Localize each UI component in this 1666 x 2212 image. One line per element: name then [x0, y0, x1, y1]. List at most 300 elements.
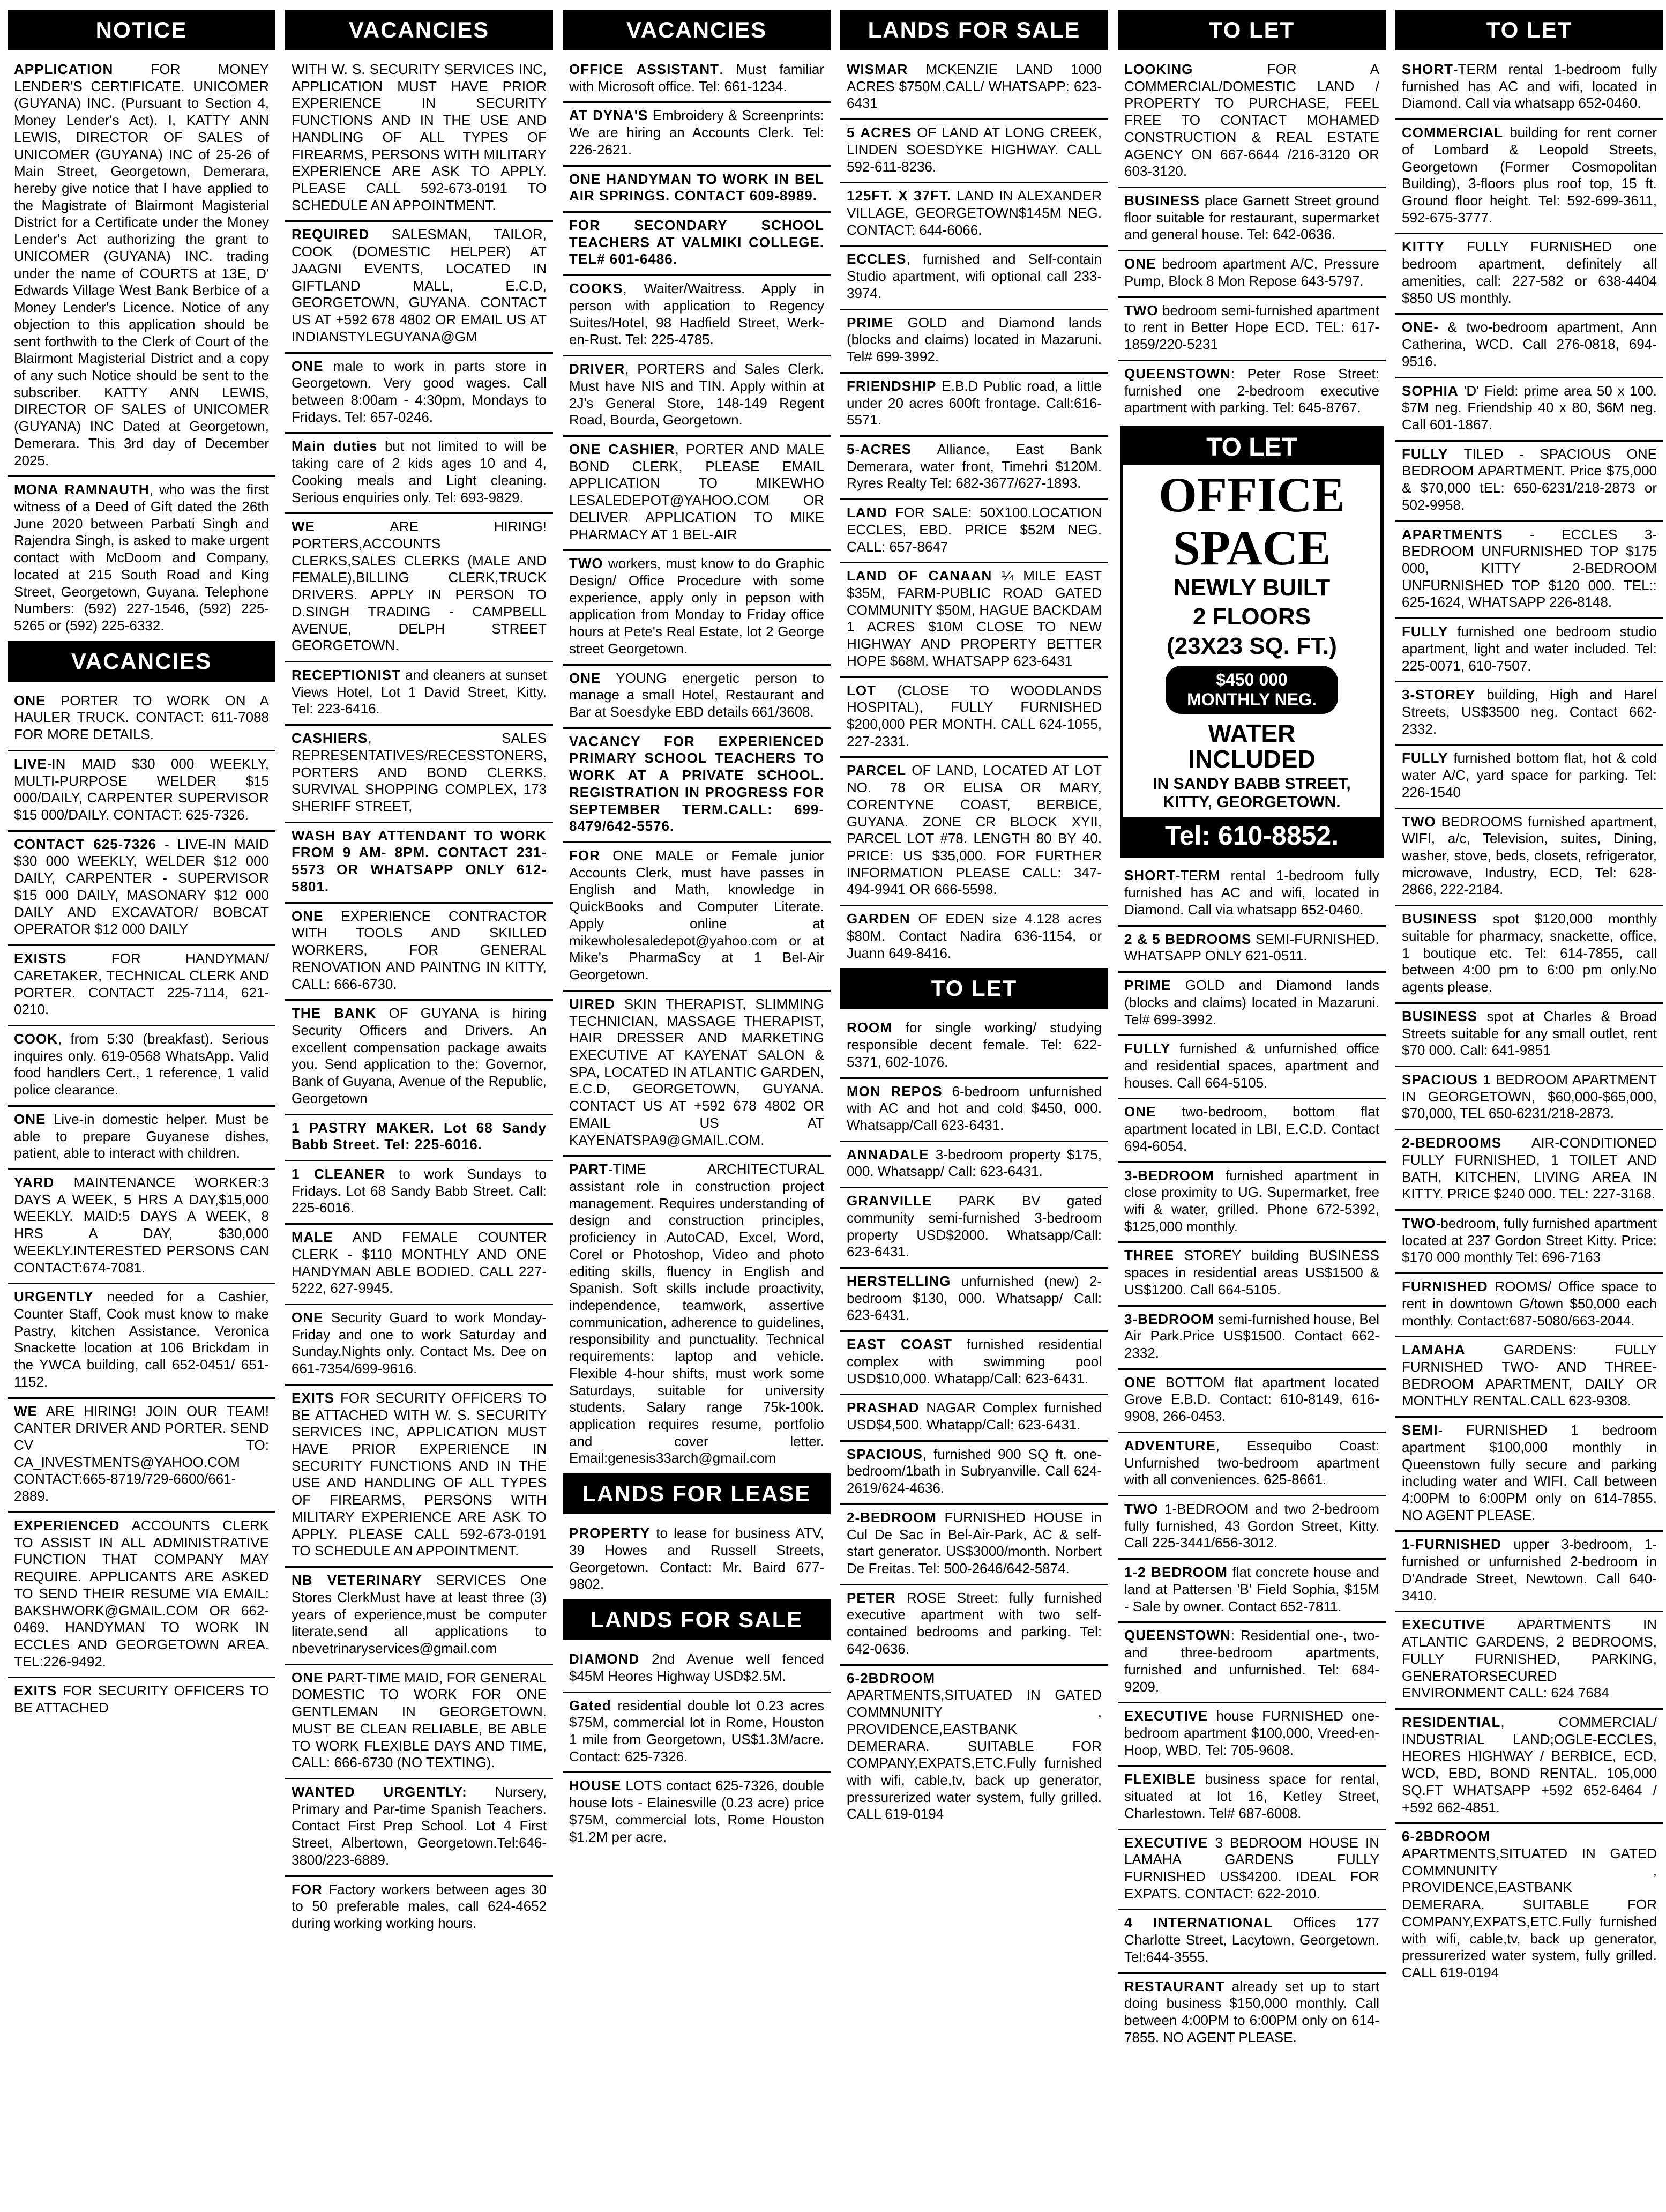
- ad-body: ACCOUNTS CLERK TO ASSIST IN ALL ADMINISTRATIVE FUNCTION THAT COMPANY MAY REQUIRE. APPLICANTS ARE ASKED TO SEND THEIR RESUME VIA EMAIL: BAKSHWORK@GMAIL.COM OR 662-0469. HANDYMAN TO WORK IN ECCLES AND GEORGETOWN AREA. TEL:226-9492.: [14, 1517, 269, 1670]
- ad-lead: REQUIRED: [292, 226, 370, 243]
- ad-body: already set up to start doing business $150,000 monthly. Call between 4:00PM to 6:00PM only on 614-7855. NO AGENT PLEASE.: [1124, 1978, 1379, 2045]
- display-ad-line: (23X23 SQ. FT.): [1167, 632, 1337, 659]
- ad-body: -TERM rental 1-bedroom fully furnished has AC and wifi, located in Diamond. Call via whatsapp 652-0460.: [1124, 867, 1379, 918]
- classified-ad: [563, 666, 831, 729]
- ad-lead: PRASHAD: [847, 1399, 920, 1416]
- ad-body: - & two-bedroom apartment, Ann Catherina, WCD. Call 276-0818, 694-9516.: [1402, 319, 1657, 369]
- ad-lead: BUSINESS: [1402, 1008, 1477, 1024]
- ad-body: spot at Charles & Broad Streets suitable for any small outlet, rent $70 000. Call: 641-9851: [1402, 1008, 1657, 1059]
- classified-ad: [285, 1305, 553, 1386]
- ad-body: spot $120,000 monthly suitable for pharmacy, snackette, office, 1 boutique etc. Tel: 614-7855, call between 4:00 pm to 6:00 pm only.No agents please.: [1402, 911, 1657, 995]
- ad-body: building for rent corner of Lombard & Leopold Streets, Georgetown (Former Cosmopolitan Building), 3-floors plus roof top, 15 ft. Ground floor height. Tel: 592-699-3611, 592-675-3777.: [1402, 124, 1657, 226]
- section-header-vacancies: VACANCIES: [285, 10, 553, 50]
- classified-ad: [1395, 1710, 1663, 1824]
- column-5: [1118, 10, 1386, 2202]
- ad-lead: 6-2BDROOM: [847, 1670, 936, 1686]
- ad-body: place Garnett Street ground floor suitable for restaurant, supermarket and general house. Tel: 642-0636.: [1124, 192, 1379, 243]
- ad-body: STOREY building BUSINESS spaces in residential areas US$1500 & US$1200. Call 664-5105.: [1124, 1247, 1379, 1298]
- ad-lead: 2 & 5 BEDROOMS: [1124, 930, 1252, 947]
- classified-ad: [1118, 1433, 1386, 1496]
- classified-ad: [1118, 863, 1386, 926]
- classified-ad: [1118, 973, 1386, 1036]
- classified-ad: [563, 992, 831, 1157]
- classified-ad: [563, 276, 831, 356]
- ad-lead: ANNADALE: [847, 1146, 929, 1163]
- classified-ad: [563, 213, 831, 276]
- classified-ad: [1118, 1243, 1386, 1306]
- ad-lead: ONE: [292, 1309, 324, 1325]
- classified-ad: [1118, 1496, 1386, 1560]
- section-header-notice: NOTICE: [8, 10, 275, 50]
- to-let-list: [840, 1015, 1108, 1829]
- ad-body: SKIN THERAPIST, SLIMMING TECHNICIAN, MASSAGE THERAPIST, HAIR DRESSER AND MARKETING EXECUTIVE AT KAYENAT SALON & SPA, LOCATED IN ATLANTIC GARDEN, E.C.D, GEORGETOWN, GUYANA. CONTACT US AT +592 678 4802 OR EMAIL US AT KAYENATSPA9@GMAIL.COM.: [569, 995, 824, 1148]
- ad-lead: 2-BEDROOMS: [1402, 1135, 1502, 1151]
- ad-body: , COMMERCIAL/ INDUSTRIAL LAND;OGLE-ECCLES, HEORES HIGHWAY / BERBICE, ECD, WCD, EBD, BOND RENTAL. 105,000 SQ.FT WHATSAPP +592 652-6464 / +592 662-4851.: [1402, 1714, 1657, 1815]
- ad-body: MCKENZIE LAND 1000 ACRES $750M.CALL/ WHATSAPP: 623-6431: [847, 61, 1102, 111]
- ad-body: upper 3-bedroom, 1-furnished or unfurnished 2-bedroom in D'Andrade Street, Newtown. Call 640-3410.: [1402, 1536, 1657, 1604]
- classified-ad: [1395, 1130, 1663, 1211]
- classified-ad: [1395, 906, 1663, 1004]
- ad-lead: EXITS: [292, 1389, 335, 1406]
- ad-lead: ADVENTURE: [1124, 1437, 1216, 1454]
- ad-lead: ONE HANDYMAN TO WORK IN BEL AIR SPRINGS. CONTACT 609-8989.: [569, 170, 824, 204]
- classified-ad: [840, 1442, 1108, 1505]
- ad-lead: FOR: [292, 1881, 323, 1897]
- ad-body: : Peter Rose Street: furnished one 2-bedroom executive apartment with parking. Tel: 645-8767.: [1124, 365, 1379, 416]
- ad-lead: 1-FURNISHED: [1402, 1536, 1501, 1553]
- section-header-to-let: TO LET: [1395, 10, 1663, 50]
- ad-lead: MON REPOS: [847, 1083, 943, 1099]
- ad-lead: 1-2 BEDROOM: [1124, 1564, 1228, 1581]
- ad-lead: ONE: [1124, 1104, 1156, 1120]
- classified-ad: [285, 1225, 553, 1305]
- ad-lead: PRIME: [1124, 977, 1171, 994]
- section-header-vacancies: VACANCIES: [563, 10, 831, 50]
- ad-body: , furnished and Self-contain Studio apartment, wifi optional call 233-3974.: [847, 251, 1102, 301]
- ad-body: Nursery, Primary and Par-time Spanish Teachers. Contact First Prep School. Lot 4 First Street, Albertown, Georgetown.Tel:646-3800/223-6889.: [292, 1783, 547, 1868]
- ad-lead: ONE: [1402, 319, 1434, 336]
- ad-body: - ECCLES 3-BEDROOM UNFURNISHED TOP $175 000, KITTY 2-BEDROOM UNFURNISHED TOP $120 000. TEL:: 625-1624, WHATSAPP 226-8148.: [1402, 526, 1657, 610]
- ad-body: SEMI-FURNISHED. WHATSAPP ONLY 621-0511.: [1124, 930, 1379, 964]
- classified-ad: [1395, 1211, 1663, 1274]
- classified-ad: [1118, 298, 1386, 361]
- ad-lead: PART: [569, 1161, 608, 1178]
- classified-ad: [840, 1079, 1108, 1142]
- classified-ad: [840, 1015, 1108, 1078]
- section-header-to-let: TO LET: [1118, 10, 1386, 50]
- column-2: [285, 10, 553, 2202]
- display-ad-price: [1166, 666, 1338, 714]
- classified-ad: [840, 437, 1108, 500]
- display-ad-line: INCLUDED: [1188, 745, 1316, 773]
- classified-ad: [8, 1678, 275, 1723]
- ad-body: furnished & unfurnished office and residential spaces, apartment and houses. Call 664-5105.: [1124, 1040, 1379, 1091]
- ad-body: ROOMS/ Office space to rent in downtown G/town $50,000 each monthly. Contact:687-5080/663-2044.: [1402, 1278, 1657, 1329]
- classified-ad: [840, 1142, 1108, 1188]
- ad-lead: ONE: [569, 669, 601, 686]
- ad-body: ARE HIRING! JOIN OUR TEAM! CANTER DRIVER AND PORTER. SEND CV TO: CA_INVESTMENTS@YAHOO.COM CONTACT:665-8719/729-6600/661-2889.: [14, 1403, 269, 1505]
- ad-lead: QUEENSTOWN: [1124, 365, 1231, 382]
- ad-body: but not limited to will be taking care of 2 kids ages 10 and 4, Cooking meals and Light cleaning. Serious enquiries only. Tel: 693-9829.: [292, 438, 547, 505]
- classified-ad: [840, 1332, 1108, 1395]
- ad-lead: COOK: [14, 1030, 58, 1047]
- ad-body: FOR SALE: 50X100.LOCATION ECCLES, EBD. PRICE $52M NEG. CALL: 657-8647: [847, 504, 1102, 555]
- to-let-list: [1395, 57, 1663, 1988]
- classified-ad: [840, 678, 1108, 758]
- ad-body: BOTTOM flat apartment located Grove E.B.D. Contact: 610-8149, 616-9908, 266-0453.: [1124, 1374, 1379, 1425]
- classified-ad: [563, 1647, 831, 1693]
- classified-ad: [8, 751, 275, 832]
- ad-lead: AT DYNA'S: [569, 107, 648, 124]
- ad-body: FOR MONEY LENDER'S CERTIFICATE. UNICOMER (GUYANA) INC. (Pursuant to Section 4, Money Lender's Act). I, KATTY ANN LEWIS, DIRECTOR OF SALES of UNICOMER (GUYANA) INC of 25-26 of Main Street, Georgetown, Demerara, hereby give notice that I have applied to the Magistrate of Blairmont Magisterial District for a Certificate under the Money Lender's Act authorizing the grant to UNICOMER (GUYANA) INC. trading under the name of COURTS at 13E, D' Edwards Village West Bank Berbice of a Money Lender's Licence. Notice of any objection to this application should be sent forthwith to the Clerk of Court of the Blairmont Magisterial District and a copy of any such Notice should be sent to the subscriber. KATTY ANN LEWIS, DIRECTOR OF SALES of UNICOMER (GUYANA) INC Dated at Georgetown, Demerara. This 3rd day of December 2025.: [14, 61, 269, 468]
- classified-ad: [563, 356, 831, 437]
- classified-ad: [1395, 1067, 1663, 1130]
- ad-lead: ROOM: [847, 1019, 892, 1036]
- classified-ad: [1395, 809, 1663, 907]
- classified-ad: [563, 57, 831, 103]
- ad-body: 6-bedroom unfurnished with AC and hot and cold $450, 000. Whatsapp/Call 623-6431.: [847, 1083, 1102, 1133]
- ad-body: , SALES REPRESENTATIVES/RECESSTONERS, PORTERS AND BOND CLERKS. SURVIVAL SHOPPING COMPLEX, 173 SHERIFF STREET,: [292, 730, 547, 815]
- classified-ad: [563, 103, 831, 166]
- ad-lead: EXPERIENCED: [14, 1517, 120, 1533]
- ad-lead: Main duties: [292, 438, 378, 455]
- price-amount: $450 000: [1216, 669, 1288, 689]
- ad-body: furnished residential complex with swimming pool USD$10,000. Whatapp/Call: 623-6431.: [847, 1336, 1102, 1387]
- classified-ad: [563, 843, 831, 992]
- classified-ad: [1118, 1830, 1386, 1911]
- classified-ad: [285, 1877, 553, 1939]
- ad-lead: 125FT. X 37FT.: [847, 188, 952, 204]
- ad-lead: EXECUTIVE: [1402, 1617, 1486, 1633]
- column-4: [840, 10, 1108, 2202]
- ad-body: SALESMAN, TAILOR, COOK (DOMESTIC HELPER) AT JAAGNI EVENTS, LOCATED IN GIFTLAND MALL, E.C.D, GEORGETOWN, GUYANA. CONTACT US AT +592 678 4802 OR EMAIL US AT INDIANSTYLEGUYANA@GM: [292, 226, 547, 345]
- classified-ad: [840, 1666, 1108, 1829]
- classified-ad: [563, 551, 831, 665]
- classified-ad: [1118, 57, 1386, 188]
- display-ad-line: 2 FLOORS: [1192, 604, 1311, 630]
- ad-lead: 5 ACRES: [847, 124, 912, 141]
- ad-lead: APARTMENTS: [1402, 526, 1503, 542]
- classified-ad: [1118, 1703, 1386, 1767]
- ad-lead: 2-BEDROOM: [847, 1509, 937, 1525]
- ad-body: workers, must know to do Graphic Design/ Office Procedure with some experience, apply only in pepson with application from Monday to Friday office hours at Pete's Real Estate, lot 2 George street Georgetown.: [569, 555, 824, 657]
- ad-body: NAGAR Complex furnished USD$4,500. Whatapp/Call: 623-6431.: [847, 1399, 1102, 1433]
- ad-body: EXPERIENCE CONTRACTOR WITH TOOLS AND SKILLED WORKERS, FOR GENERAL RENOVATION AND PAINTNG IN KITTY, CALL: 666-6730.: [292, 907, 547, 992]
- classified-ad: [285, 1001, 553, 1115]
- ad-body: FOR SECURITY OFFICERS TO BE ATTACHED: [14, 1682, 269, 1716]
- ad-body: PORTER TO WORK ON A HAULER TRUCK. CONTACT: 611-7088 FOR MORE DETAILS.: [14, 692, 269, 743]
- ad-lead: WE: [14, 1403, 38, 1419]
- ad-body: and cleaners at sunset Views Hotel, Lot 1 David Street, Kitty. Tel: 223-6416.: [292, 667, 547, 717]
- classified-ad: [840, 374, 1108, 437]
- ad-body: OF LAND AT LONG CREEK, LINDEN SOESDYKE HIGHWAY. CALL 592-611-8236.: [847, 124, 1102, 175]
- ad-lead: PARCEL: [847, 762, 906, 779]
- ad-body: MAINTENANCE WORKER:3 DAYS A WEEK, 5 HRS A DAY,$15,000 WEEKLY. MAID:5 DAYS A WEEK, 8 HRS A DAY, $30,000 WEEKLY.INTERESTED PERSONS CAN CONTACT:674-7081.: [14, 1174, 269, 1276]
- classified-ad: [285, 514, 553, 662]
- ad-body: GARDENS: FULLY FURNISHED TWO- AND THREE-BEDROOM APARTMENT, DAILY OR MONTHLY RENTAL.CALL 623-9308.: [1402, 1342, 1657, 1409]
- classified-ad: [840, 1395, 1108, 1441]
- ad-body: ONE MALE or Female junior Accounts Clerk, must have passes in English and Math, knowledge in QuickBooks and Computer Literate. Apply online at mikewholesaledepot@yahoo.com or at Mike's PharmaScy at 1 Bel-Air Georgetown.: [569, 847, 824, 983]
- ad-body: E.B.D Public road, a little under 20 acres 600ft frontage. Call:616-5571.: [847, 377, 1102, 428]
- ad-lead: GRANVILLE: [847, 1193, 932, 1209]
- ad-lead: 3-BEDROOM: [1124, 1167, 1214, 1183]
- classified-ad: [840, 500, 1108, 563]
- column-1: [8, 10, 275, 2202]
- ad-lead: DIAMOND: [569, 1651, 640, 1667]
- ad-body: LOTS contact 625-7326, double house lots - Elainesville (0.23 acre) price $75M, commercial lots, Rome Houston $1.2M per acre.: [569, 1777, 824, 1845]
- ad-body: ¼ MILE EAST $35M, FARM-PUBLIC ROAD GATED COMMUNITY $50M, HAGUE BACKDAM 1 ACRES $10M CLOSE TO NEW HIGHWAY AND PROPERTY BETTER HOPE $68M. WHATSAPP 623-6431: [847, 568, 1102, 669]
- ad-body: Live-in domestic helper. Must be able to prepare Guyanese dishes, patient, able to interact with children.: [14, 1111, 269, 1161]
- ad-lead: SHORT: [1124, 867, 1176, 884]
- ad-lead: THREE: [1124, 1247, 1175, 1264]
- ad-body: FOR SECURITY OFFICERS TO BE ATTACHED WITH W. S. SECURITY SERVICES INC, APPLICATION MUST HAVE PRIOR EXPERIENCE IN SECURITY FUNCTIONS AND IN THE USE AND HANDLING OF ALL TYPES OF FIREARMS, PERSONS WITH MILITARY EXPERIENCE ARE ASK TO APPLY. PLEASE CALL 592-673-0191 TO SCHEDULE AN APPOINTMENT.: [292, 1389, 547, 1559]
- display-ad-address: [1123, 775, 1380, 811]
- ad-body: needed for a Cashier, Counter Staff, Cook must know to make Pastry, kitchen Assistance. Veronica Snackette location at 106 Brickdam in the YWCA building, call 652-0451/ 651-1152.: [14, 1289, 269, 1390]
- ad-lead: CASHIERS: [292, 730, 368, 747]
- display-ad-phone: Tel: 610-8852.: [1123, 817, 1380, 854]
- ad-lead: ONE: [14, 692, 46, 709]
- ad-body: Alliance, East Bank Demerara, water front, Timehri $120M. Ryres Realty Tel: 682-3677/627-1893.: [847, 441, 1102, 491]
- ad-body: - FURNISHED 1 bedroom apartment $100,000 monthly in Queenstown fully secure and parking including water and WIFI. Call between 4:00PM to 6:00PM only on 614-7855. NO AGENT PLEASE.: [1402, 1422, 1657, 1523]
- classified-ad: [1118, 927, 1386, 973]
- display-ad-line: NEWLY BUILT: [1173, 574, 1331, 601]
- ad-body: ROSE Street: fully furnished executive apartment with two self-contained bedrooms and parking. Tel: 642-0636.: [847, 1589, 1102, 1657]
- address-line: IN SANDY BABB STREET,: [1153, 775, 1351, 793]
- ad-lead: EAST COAST: [847, 1336, 953, 1353]
- ad-body: Embroidery & Screenprints: We are hiring an Accounts Clerk. Tel: 226-2621.: [569, 107, 824, 158]
- ad-lead: 1 PASTRY MAKER. Lot 68 Sandy Babb Street. Tel: 225-6016.: [292, 1119, 547, 1153]
- ad-lead: ONE: [292, 1669, 324, 1686]
- ad-body: flat concrete house and land at Pattersen 'B' Field Sophia, $15M - Sale by owner. Contact 652-7811.: [1124, 1564, 1380, 1614]
- ad-lead: MALE: [292, 1229, 333, 1246]
- ad-body: for single working/ studying responsible decent female. Tel: 622-5371, 602-1076.: [847, 1019, 1102, 1070]
- classified-ad: [1118, 1163, 1386, 1243]
- classified-ad: [563, 729, 831, 843]
- ad-lead: PROPERTY: [569, 1525, 651, 1541]
- ad-lead: THE BANK: [292, 1005, 377, 1022]
- ad-lead: EXITS: [14, 1682, 57, 1699]
- ad-lead: GARDEN: [847, 911, 910, 927]
- ad-body: house FURNISHED one-bedroom apartment $100,000, Vreed-en-Hoop, WBD. Tel: 705-9608.: [1124, 1708, 1379, 1758]
- classified-ad: [840, 1505, 1108, 1585]
- classified-ad: [1395, 234, 1663, 315]
- ad-lead: SPACIOUS: [847, 1446, 923, 1462]
- ad-body: 1 BEDROOM APARTMENT IN GEORGETOWN, $60,000-$65,000, $70,000, TEL 650-6231/218-2873.: [1402, 1071, 1657, 1122]
- notice-list: [8, 57, 275, 641]
- ad-body: 'D' Field: prime area 50 x 100. $7M neg. Friendship 40 x 80, $6M neg. Call 601-1867.: [1402, 382, 1657, 433]
- classified-ad: [1118, 1099, 1386, 1163]
- ad-lead: CONTACT 625-7326: [14, 836, 157, 852]
- ad-lead: HOUSE: [569, 1777, 622, 1794]
- ad-body: (CLOSE TO WOODLANDS HOSPITAL), FULLY FURNISHED $200,000 PER MONTH. CALL 624-1055, 227-2331.: [847, 682, 1102, 749]
- classified-ad: [8, 688, 275, 751]
- ad-lead: FULLY: [1124, 1040, 1171, 1057]
- classified-ad: [1395, 522, 1663, 620]
- display-ad-title: SPACE: [1172, 520, 1331, 576]
- ad-lead: ONE: [292, 907, 324, 924]
- ad-body: OF LAND, LOCATED AT LOT NO. 78 OR ELISA OR MARY, CORENTYNE COAST, BERBICE, GUYANA. ZONE CR BLOCK XYII, PARCEL LOT #78. LENGTH 80 BY 40. PRICE: US $35,000. FOR FURTHER INFORMATION PLEASE CALL: 347-494-9941 OR 666-5598.: [847, 762, 1102, 898]
- ad-body: 3 BEDROOM HOUSE IN LAMAHA GARDENS FULLY FURNISHED US$4200. IDEAL FOR EXPATS. CONTACT: 622-2010.: [1124, 1834, 1379, 1902]
- display-ad-line: WATER: [1208, 719, 1296, 747]
- vacancies-list: [563, 57, 831, 1473]
- classified-ad: [1118, 1307, 1386, 1370]
- section-header-lands-for-sale: LANDS FOR SALE: [563, 1599, 831, 1640]
- classified-ad: [8, 1284, 275, 1398]
- ad-lead: TWO: [1124, 1501, 1159, 1517]
- classified-ad: [1395, 1004, 1663, 1067]
- ad-lead: 3-BEDROOM: [1124, 1310, 1214, 1327]
- ad-lead: FLEXIBLE: [1124, 1771, 1196, 1788]
- classified-ad: [285, 1386, 553, 1568]
- ad-lead: 3-STOREY: [1402, 687, 1476, 703]
- ad-body: Factory workers between ages 30 to 50 preferable males, call 624-4652 during working working hours.: [292, 1881, 547, 1931]
- classified-ad: [840, 563, 1108, 677]
- ad-lead: MONA RAMNAUTH: [14, 481, 150, 498]
- ad-body: APARTMENTS,SITUATED IN GATED COMMNUNITY , PROVIDENCE,EASTBANK DEMERARA. SUITABLE FOR COMPANY,EXPATS,ETC.Fully furnished with wifi, cable,tv, back up generator, pressurerized water system, fully grilled. CALL 619-0194: [1402, 1845, 1657, 1980]
- classified-ad: [840, 183, 1108, 247]
- ad-body: YOUNG energetic person to manage a small Hotel, Restaurant and Bar at Soesdyke EBD details 661/3608.: [569, 669, 824, 720]
- ad-body: , from 5:30 (breakfast). Serious inquires only. 619-0568 WhatsApp. Valid food handlers Cert., 1 reference, 1 valid police clearance.: [14, 1030, 269, 1098]
- ad-lead: BUSINESS: [1124, 192, 1200, 209]
- ad-lead: WANTED URGENTLY:: [292, 1783, 467, 1800]
- classified-ad: [1395, 378, 1663, 442]
- classified-ad: [285, 354, 553, 434]
- ad-lead: 4 INTERNATIONAL: [1124, 1915, 1273, 1931]
- ad-body: Security Guard to work Monday-Friday and one to work Saturday and Sunday.Nights only. Contact Ms. Dee on 661-7354/699-9616.: [292, 1309, 547, 1377]
- sale-list: [563, 1647, 831, 1852]
- ad-lead: 6-2BDROOM: [1402, 1828, 1491, 1845]
- ad-body: OF EDEN size 4.128 acres $80M. Contact Nadira 636-1154, or Juann 649-8416.: [847, 911, 1102, 961]
- classified-ad: [1395, 1337, 1663, 1418]
- classified-ad: [1395, 1612, 1663, 1710]
- ad-body: PART-TIME MAID, FOR GENERAL DOMESTIC TO WORK FOR ONE GENTLEMAN IN GEORGETOWN. MUST BE CLEAN RELIABLE, BE ABLE TO WORK FLEXIBLE DAYS AND TIME, CALL: 666-6730 (NO TEXTING).: [292, 1669, 547, 1771]
- classified-ad: [285, 1779, 553, 1877]
- classified-ad: [8, 832, 275, 946]
- ad-lead: COOKS: [569, 280, 623, 297]
- ad-lead: COMMERCIAL: [1402, 124, 1504, 141]
- ad-body: BEDROOMS furnished apartment, WIFI, a/c, Television, suites, Dining, washer, stove, beds, closets, refrigerator, microwave, Industry, ECD, Tel: 628-2866, 222-2184.: [1402, 813, 1657, 898]
- classified-ad: [1118, 1910, 1386, 1973]
- classified-ad: [1118, 1036, 1386, 1099]
- classified-ad: [840, 310, 1108, 374]
- price-term: MONTHLY NEG.: [1187, 689, 1317, 709]
- ad-body: . Must familiar with Microsoft office. Tel: 661-1234.: [569, 61, 824, 94]
- ad-lead: FURNISHED: [1402, 1278, 1488, 1295]
- classified-ad: [1118, 1623, 1386, 1703]
- classified-ad: [285, 662, 553, 726]
- display-ad-title: OFFICE: [1159, 467, 1345, 522]
- ad-lead: APPLICATION: [14, 61, 114, 77]
- classified-ad: [8, 1026, 275, 1107]
- ad-body: AIR-CONDITIONED FULLY FURNISHED, 1 TOILET AND BATH, KITCHEN, LIVING AREA IN KITTY. PRICE $240 000. TEL: 227-3168.: [1402, 1135, 1657, 1202]
- ad-lead: LOT: [847, 682, 876, 698]
- ad-body: business space for rental, situated at lot 16, Ketley Street, Charlestown. Tel# 687-6008.: [1124, 1771, 1379, 1821]
- office-space-display-ad: [1120, 426, 1384, 858]
- classified-ad: [840, 758, 1108, 906]
- ad-body: -IN MAID $30 000 WEEKLY, MULTI-PURPOSE WELDER $15 000/DAILY, CARPENTER SUPERVISOR $15 000/DAILY. CONTACT: 625-7326.: [14, 755, 269, 823]
- section-header-lands-for-lease: LANDS FOR LEASE: [563, 1473, 831, 1514]
- classified-ad: [840, 57, 1108, 120]
- classified-ad: [285, 222, 553, 353]
- classified-ad: [563, 1521, 831, 1599]
- classified-ad: [840, 906, 1108, 968]
- ad-body: building, High and Harel Streets, US$3500 neg. Contact 662-2332.: [1402, 687, 1657, 737]
- ad-lead: EXECUTIVE: [1124, 1708, 1208, 1724]
- ad-lead: PRIME: [847, 314, 894, 331]
- ad-lead: RESIDENTIAL: [1402, 1714, 1501, 1730]
- classified-ad: [1118, 1767, 1386, 1830]
- classified-ad: [1118, 361, 1386, 423]
- sale-list: [840, 57, 1108, 968]
- section-header-vacancies: VACANCIES: [8, 641, 275, 682]
- ad-lead: TWO: [1124, 302, 1159, 318]
- ad-lead: ONE: [14, 1111, 46, 1127]
- classified-ad: [285, 57, 553, 222]
- ad-lead: TWO: [1402, 813, 1436, 830]
- ad-body: FOR HANDYMAN/ CARETAKER, TECHNICAL CLERK AND PORTER. CONTACT 225-7114, 621-0210.: [14, 950, 269, 1018]
- ad-body: residential double lot 0.23 acres $75M, commercial lot in Rome, Houston 1 mile from Georgetown, US$1.3M/acre. Contact: 625-7326.: [569, 1697, 824, 1764]
- classified-ad: [840, 1188, 1108, 1269]
- classified-ad: [563, 167, 831, 213]
- ad-body: SERVICES One Stores ClerkMust have at least three (3) years of experience,must be computer literate,send all applications to nbevetrinaryservices@gmail.com: [292, 1572, 547, 1656]
- ad-body: furnished bottom flat, hot & cold water A/C, yard space for parking. Tel: 226-1540: [1402, 750, 1657, 800]
- ad-lead: 5-ACRES: [847, 441, 912, 457]
- classified-ad: [840, 1269, 1108, 1332]
- ad-body: AND FEMALE COUNTER CLERK - $110 MONTHLY AND ONE HANDYMAN ABLE BODIED. CALL 227-5222, 627-9945.: [292, 1229, 547, 1297]
- ad-body: bedroom apartment A/C, Pressure Pump, Block 8 Mon Repose 643-5797.: [1124, 256, 1379, 289]
- ad-lead: QUEENSTOWN: [1124, 1627, 1231, 1644]
- ad-lead: LAMAHA: [1402, 1342, 1466, 1358]
- classified-ad: [1395, 120, 1663, 234]
- ad-lead: ONE: [1124, 1374, 1156, 1390]
- ad-body: to work Sundays to Fridays. Lot 68 Sandy Babb Street. Call: 225-6016.: [292, 1165, 547, 1216]
- ad-lead: OFFICE ASSISTANT: [569, 61, 720, 77]
- classified-ad: [563, 1693, 831, 1774]
- classified-ad: [285, 823, 553, 904]
- ad-lead: SOPHIA: [1402, 382, 1459, 399]
- ad-body: APARTMENTS IN ATLANTIC GARDENS, 2 BEDROOMS, FULLY FURNISHED, PARKING, GENERATORSECURED ENVIRONMENT CALL: 624 7684: [1402, 1617, 1657, 1701]
- ad-body: , PORTERS and Sales Clerk. Must have NIS and TIN. Apply within at 2J's General Store, 148-149 Regent Road, Bourda, Georgetown.: [569, 361, 824, 428]
- ad-lead: FOR SECONDARY SCHOOL TEACHERS AT VALMIKI COLLEGE. TEL# 601-6486.: [569, 217, 824, 267]
- ad-body: GOLD and Diamond lands (blocks and claims) located in Mazaruni. Tel# 699-3992.: [1124, 977, 1379, 1027]
- classified-ad: [563, 1773, 831, 1852]
- classified-ad: [1395, 746, 1663, 809]
- ad-body: -TERM rental 1-bedroom fully furnished has AC and wifi, located in Diamond. Call via whatsapp 652-0460.: [1402, 61, 1657, 111]
- classified-ad: [563, 1157, 831, 1473]
- classified-ad: [840, 120, 1108, 183]
- classified-ad: [285, 1161, 553, 1225]
- classified-ad: [1395, 315, 1663, 378]
- section-header-to-let: TO LET: [840, 968, 1108, 1009]
- ad-lead: EXISTS: [14, 950, 67, 967]
- ad-lead: FRIENDSHIP: [847, 377, 937, 394]
- section-header-lands-for-sale: LANDS FOR SALE: [840, 10, 1108, 50]
- ad-lead: SPACIOUS: [1402, 1071, 1478, 1088]
- ad-lead: ONE CASHIER: [569, 441, 675, 457]
- ad-lead: LAND: [847, 504, 888, 521]
- ad-body: unfurnished (new) 2-bedroom $130, 000. Whatsapp/ Call: 623-6431.: [847, 1272, 1102, 1323]
- classified-ad: [1395, 1418, 1663, 1532]
- ad-lead: BUSINESS: [1402, 911, 1477, 927]
- ad-body: OF GUYANA is hiring Security Officers and Drivers. An excellent compensation package awaits you. Send application to the: Governor, Bank of Guyana, Avenue of the Republic, Georgetown: [292, 1005, 547, 1106]
- classified-ad: [1395, 1274, 1663, 1337]
- classified-ad: [8, 1399, 275, 1513]
- classified-ad: [563, 437, 831, 551]
- classified-ad: [1395, 619, 1663, 682]
- ad-lead: SEMI: [1402, 1422, 1438, 1439]
- classified-ad: [1118, 251, 1386, 297]
- display-ad-banner: TO LET: [1123, 429, 1380, 465]
